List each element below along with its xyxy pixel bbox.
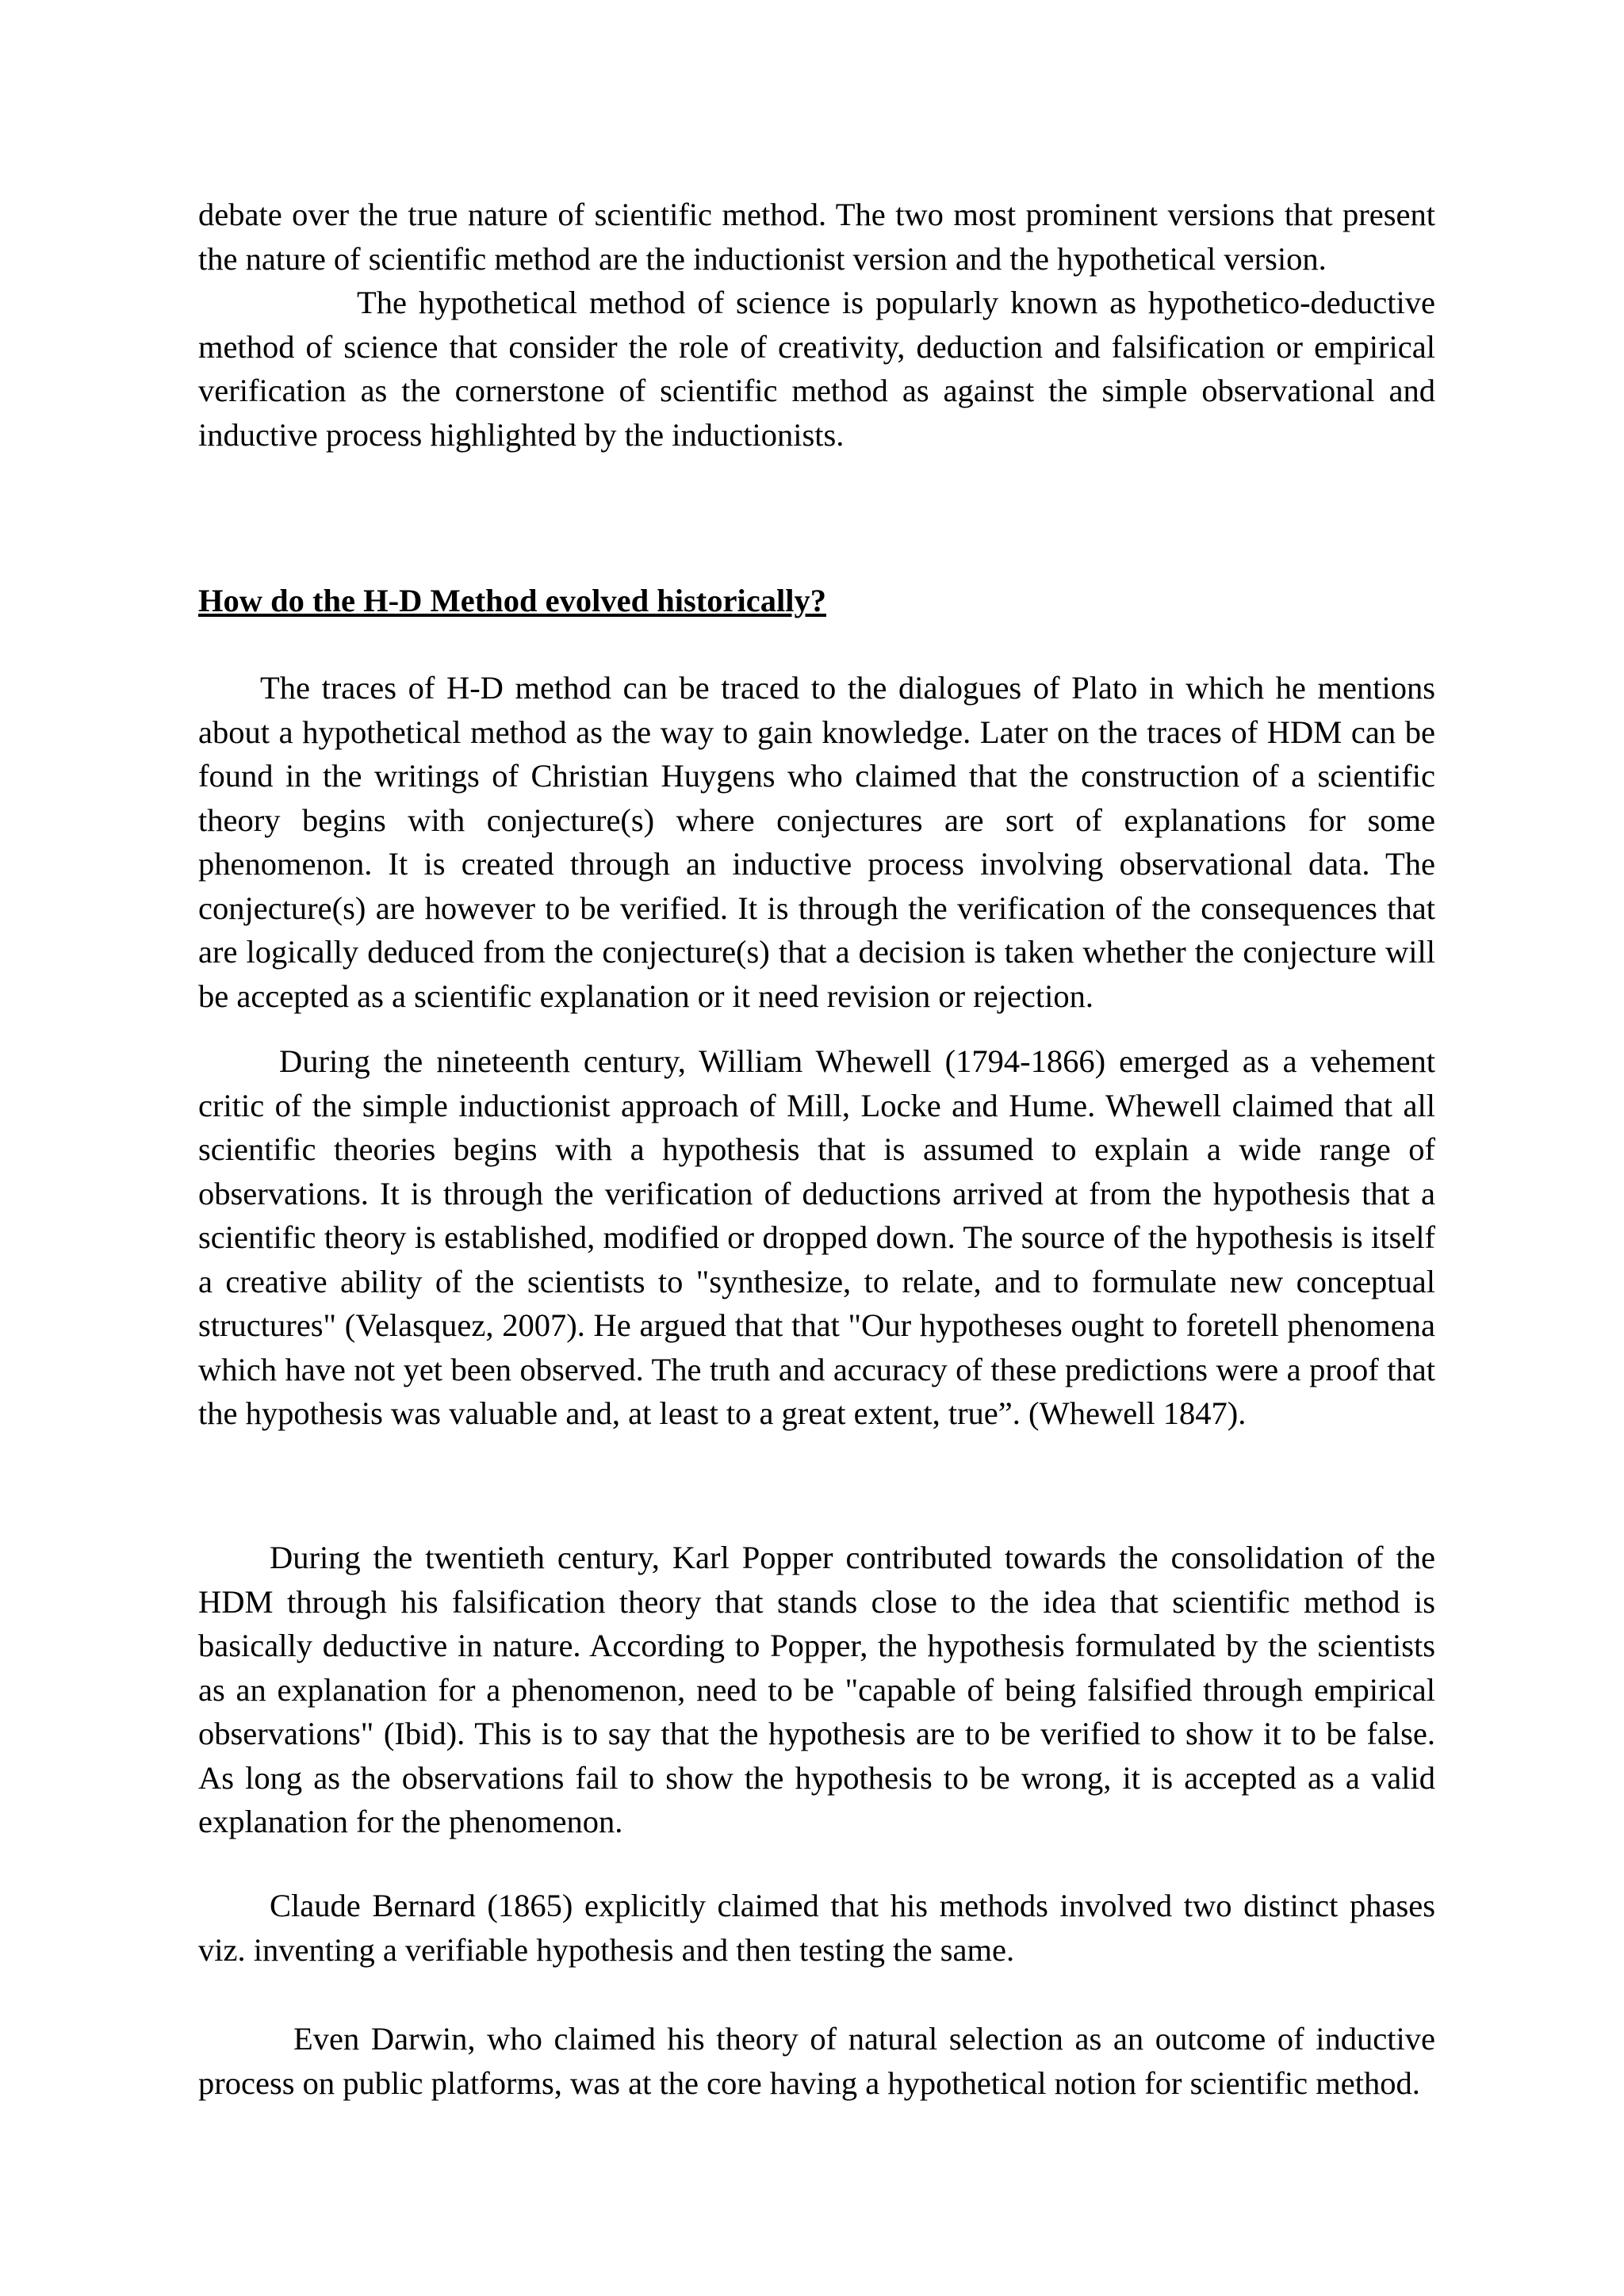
paragraph-plato-huygens: The traces of H-D method can be traced to the dialogues of Plato in which he mentions about a hypothetical method as the way to gain knowledge. Later on the traces of HDM can be found in the writings of Christian Huygens who claimed that the construction of a scientific theory begins with conjecture(s) where conjectures are sort of explanations for some phenomenon. It is created through an inductive process involving observational data. The conjecture(s) are however to be verified. It is through the verification of the consequences that are logically deduced from the conjecture(s) that a decision is taken whether the conjecture will be accepted as a scientific explanation or it need revision or rejection. [198,670,1435,1014]
intro-paragraph-2: The hypothetical method of science is popularly known as hypothetico-deductive method of science that consider the role of creativity, deduction and falsification or empirical verification as the cornerstone of scientific method as against the simple observational and inductive process highlighted by the inductionists. [198,285,1435,453]
intro-paragraph-1: debate over the true nature of scientific method. The two most prominent versions that present the nature of scientific method are the inductionist version and the hypothetical version. [198,197,1435,277]
section-heading: How do the H-D Method evolved historically? [198,583,826,618]
paragraph-popper: During the twentieth century, Karl Popper contributed towards the consolidation of the HDM through his falsification theory that stands close to the idea that scientific method is basically deductive in nature. According to Popper, the hypothesis formulated by the scientists as an explanation for a phenomenon, need to be "capable of being falsified through empirical observations" (Ibid). This is to say that the hypothesis are to be verified to show it to be false. As long as the observations fail to show the hypothesis to be wrong, it is accepted as a valid explanation for the phenomenon. [198,1540,1435,1839]
paragraph-darwin: Even Darwin, who claimed his theory of natural selection as an outcome of inductive process on public platforms, was at the core having a hypothetical notion for scientific method. [198,2021,1435,2101]
paragraph-bernard: Claude Bernard (1865) explicitly claimed that his methods involved two distinct phases viz. inventing a verifiable hypothesis and then testing the same. [198,1888,1435,1968]
paragraph-whewell: During the nineteenth century, William Whewell (1794-1866) emerged as a vehement critic of the simple inductionist approach of Mill, Locke and Hume. Whewell claimed that all scientific theories begins with a hypothesis that is assumed to explain a wide range of observations. It is through the verification of deductions arrived at from the hypothesis that a scientific theory is established, modified or dropped down. The source of the hypothesis is itself a creative ability of the scientists to "synthesize, to relate, and to formulate new conceptual structures" (Velasquez, 2007). He argued that that "Our hypotheses ought to foretell phenomena which have not yet been observed. The truth and accuracy of these predictions were a proof that the hypothesis was valuable and, at least to a great extent, true”. (Whewell 1847). [198,1043,1435,1431]
